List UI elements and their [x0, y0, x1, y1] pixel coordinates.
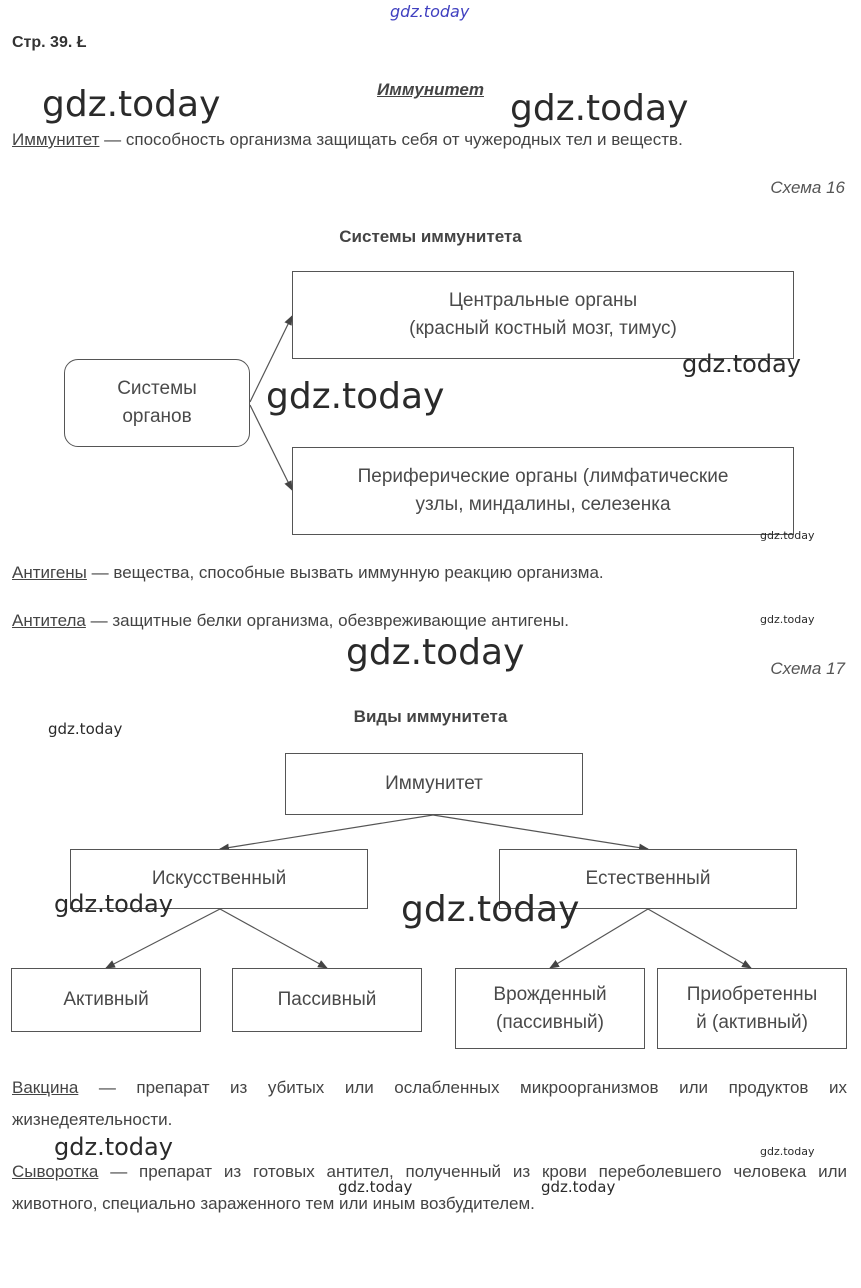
watermark: gdz.today	[401, 889, 580, 930]
watermark: gdz.today	[541, 1178, 616, 1196]
arrow-to-acquired	[648, 909, 751, 968]
term-antibodies: Антитела	[12, 611, 86, 630]
page-title: Иммунитет	[377, 80, 484, 99]
central-organs-line2: (красный костный мозг, тимус)	[409, 318, 677, 339]
passive-label: Пассивный	[277, 989, 377, 1010]
organ-systems-line2: органов	[122, 406, 192, 427]
innate-box	[455, 968, 645, 1049]
watermark: gdz.today	[338, 1178, 413, 1196]
passive-box	[232, 968, 422, 1032]
term-vaccine: Вакцина	[12, 1078, 79, 1097]
watermark: gdz.today	[510, 88, 689, 129]
peripheral-organs-box	[292, 447, 794, 535]
active-box	[11, 968, 201, 1032]
watermark: gdz.today	[760, 613, 815, 626]
definition-antigens	[12, 557, 847, 589]
definition-serum-text: — препарат из готовых антител, полученный из крови переболевшего человека или животного, специально зараженного тем или иным возбудителем.	[12, 1162, 847, 1213]
arrow-to-artificial	[220, 815, 433, 849]
watermark: gdz.today	[42, 84, 221, 125]
watermark: gdz.today	[682, 350, 801, 378]
watermark-top: gdz.today	[390, 2, 470, 21]
definition-vaccine-text: — препарат из убитых или ослабленных микроорганизмов или продуктов их жизнедеятельности.	[12, 1078, 847, 1129]
watermark: gdz.today	[266, 376, 445, 417]
natural-label: Естественный	[585, 868, 711, 889]
watermark: gdz.today	[760, 529, 815, 542]
term-immunity: Иммунитет	[12, 130, 100, 149]
term-serum: Сыворотка	[12, 1162, 99, 1181]
immunity-root-label: Иммунитет	[385, 773, 483, 794]
watermark: gdz.today	[54, 890, 173, 918]
organ-systems-line1: Системы	[117, 378, 197, 399]
definition-immunity	[12, 124, 847, 156]
acquired-line2: й (активный)	[696, 1011, 808, 1033]
watermark: gdz.today	[54, 1133, 173, 1161]
page-reference: Стр. 39. Ł	[12, 34, 87, 51]
term-antigens: Антигены	[12, 563, 87, 582]
central-organs-box	[292, 271, 794, 359]
scheme-17-label: Схема 17	[770, 659, 845, 678]
peripheral-organs-line2: узлы, миндалины, селезенка	[415, 494, 671, 515]
definition-serum	[12, 1156, 847, 1220]
active-label: Активный	[63, 989, 149, 1010]
arrow-to-passive	[220, 909, 327, 968]
innate-line1: Врожденный	[493, 983, 607, 1005]
acquired-line1: Приобретенны	[686, 983, 818, 1005]
definition-antigens-text: — вещества, способные вызвать иммунную реакцию организма.	[86, 563, 604, 582]
organ-systems-box	[64, 359, 250, 447]
watermark: gdz.today	[346, 632, 525, 673]
watermark: gdz.today	[760, 1145, 815, 1158]
definition-immunity-text: — способность организма защищать себя от чужеродных тел и веществ.	[99, 130, 683, 149]
immunity-root-box	[285, 753, 583, 815]
arrow-to-natural	[433, 815, 648, 849]
definition-antibodies-text: — защитные белки организма, обезвреживающие антигены.	[85, 611, 570, 630]
peripheral-organs-line1: Периферические органы (лимфатические	[357, 466, 729, 487]
central-organs-line1: Центральные органы	[448, 290, 638, 311]
artificial-label: Искусственный	[151, 868, 287, 889]
innate-line2: (пассивный)	[496, 1011, 604, 1033]
definition-vaccine	[12, 1072, 847, 1136]
acquired-box	[657, 968, 847, 1049]
scheme-16-label: Схема 16	[770, 178, 845, 197]
watermark: gdz.today	[48, 720, 123, 738]
scheme-17-title: Виды иммунитета	[353, 707, 508, 726]
arrow-to-peripheral	[250, 405, 292, 490]
scheme-16-title: Системы иммунитета	[339, 227, 522, 246]
